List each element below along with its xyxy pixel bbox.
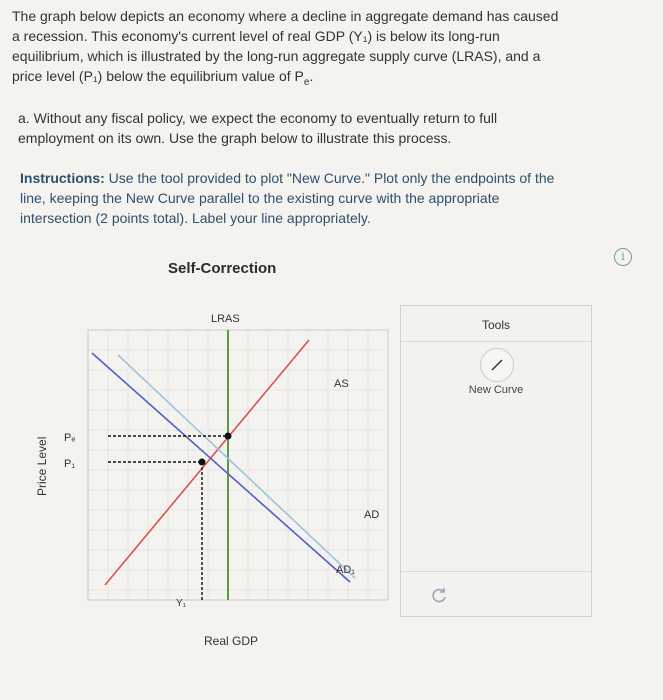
part-a-line: employment on its own. Use the graph below to illustrate this process.	[18, 130, 452, 146]
intro-line-text: price level (P₁) below the equilibrium value of P	[12, 68, 304, 84]
x-axis-label: Real GDP	[204, 634, 259, 648]
intro-line-subscript: e	[303, 76, 310, 88]
info-icon[interactable]: i	[614, 248, 632, 266]
tools-divider	[401, 341, 591, 342]
intro-line: a recession. This economy's current level of real GDP (Y₁) is below its long-run	[12, 28, 500, 44]
intro-line: The graph below depicts an economy where a decline in aggregate demand has caused	[12, 8, 559, 24]
y1-label: Y₁	[176, 598, 187, 609]
p1-label: P₁	[64, 458, 76, 470]
plot-area[interactable]	[88, 330, 388, 600]
graph-title: Self-Correction	[168, 260, 277, 277]
y-axis-label: Price Level	[35, 436, 49, 496]
instructions-text: Use the tool provided to plot "New Curve." Plot only the endpoints of the	[104, 170, 555, 186]
ad1-label: AD₁	[336, 564, 355, 576]
tools-header: Tools	[481, 318, 510, 332]
short-run-equilibrium-point	[199, 459, 206, 466]
reset-icon[interactable]	[429, 586, 449, 606]
part-a-line: a. Without any fiscal policy, we expect the economy to eventually return to full	[18, 110, 498, 126]
lras-label: LRAS	[211, 313, 240, 325]
instructions-label: Instructions:	[20, 170, 105, 186]
pencil-icon-wrapper	[480, 348, 514, 382]
ad-label: AD	[364, 509, 380, 521]
instructions-line: intersection (2 points total). Label your line appropriately.	[20, 210, 371, 226]
instructions-line: line, keeping the New Curve parallel to the existing curve with the appropriate	[20, 190, 500, 206]
tools-footer	[401, 571, 591, 617]
new-curve-tool-label: New Curve	[468, 384, 524, 396]
intro-line: price level (P₁) below the equilibrium value of $P_e$.	[12, 68, 314, 88]
pencil-icon	[481, 349, 513, 381]
intro-line: equilibrium, which is illustrated by the long-run aggregate supply curve (LRAS), and a	[12, 48, 541, 64]
tools-panel	[400, 305, 592, 617]
as-label: AS	[334, 378, 349, 390]
new-curve-tool-button[interactable]	[421, 346, 571, 406]
pe-label: Pₑ	[64, 432, 76, 444]
long-run-equilibrium-point	[225, 433, 232, 440]
